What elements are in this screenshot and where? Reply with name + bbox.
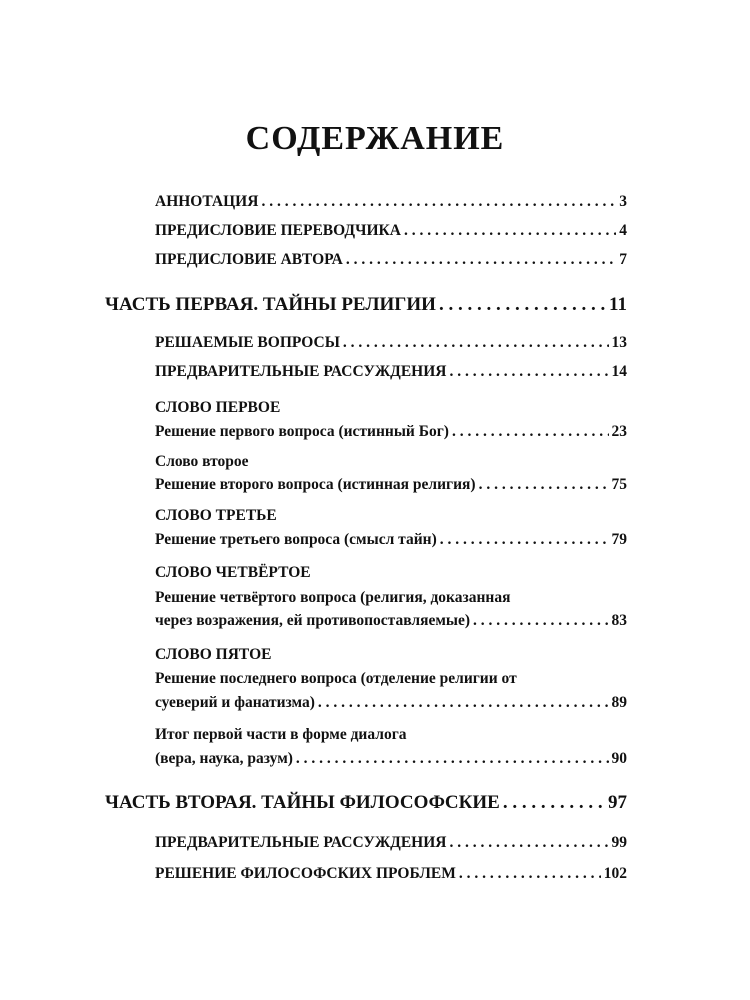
leader-dots xyxy=(343,334,609,352)
toc-entry-word-2[interactable] xyxy=(155,476,627,494)
toc-entry-author-preface[interactable] xyxy=(155,251,627,269)
toc-page-number: 13 xyxy=(611,334,627,351)
toc-entry-preliminary-2[interactable] xyxy=(155,834,627,852)
leader-dots xyxy=(459,865,601,883)
leader-dots xyxy=(452,423,609,441)
toc-section-heading: СЛОВО ТРЕТЬЕ xyxy=(155,507,277,524)
toc-page-number: 23 xyxy=(611,423,627,440)
leader-dots xyxy=(473,612,608,630)
leader-dots xyxy=(449,363,608,381)
toc-page-number: 75 xyxy=(611,476,627,493)
toc-entry-word-3[interactable] xyxy=(155,531,627,549)
toc-section-heading: СЛОВО ПЯТОЕ xyxy=(155,646,272,663)
leader-dots xyxy=(440,531,609,549)
toc-entry-text: через возражения, ей противопоставляемые) xyxy=(155,612,471,629)
leader-dots xyxy=(261,193,616,211)
toc-entry-text: ПРЕДВАРИТЕЛЬНЫЕ РАССУЖДЕНИЯ xyxy=(155,363,447,380)
toc-page-number: 97 xyxy=(608,792,627,813)
page-title: СОДЕРЖАНИЕ xyxy=(245,120,505,157)
toc-page-number: 99 xyxy=(611,834,627,851)
toc-entry-line: Решение последнего вопроса (отделение религии от xyxy=(155,670,517,687)
toc-entry-text: ПРЕДВАРИТЕЛЬНЫЕ РАССУЖДЕНИЯ xyxy=(155,834,447,851)
toc-entry-text: ЧАСТЬ ВТОРАЯ. ТАЙНЫ ФИЛОСОФСКИЕ xyxy=(105,792,500,813)
toc-page-number: 102 xyxy=(603,865,627,882)
leader-dots xyxy=(346,251,616,269)
toc-entry-text: ПРЕДИСЛОВИЕ ПЕРЕВОДЧИКА xyxy=(155,222,401,239)
toc-page-number: 79 xyxy=(611,531,627,548)
toc-entry-text: Решение первого вопроса (истинный Бог) xyxy=(155,423,449,440)
toc-entry-line: Решение четвёртого вопроса (религия, доказанная xyxy=(155,589,511,606)
toc-entry-text: ЧАСТЬ ПЕРВАЯ. ТАЙНЫ РЕЛИГИИ xyxy=(105,294,436,315)
toc-entry-preliminary-1[interactable] xyxy=(155,363,627,381)
toc-entry-word-4[interactable] xyxy=(155,612,627,630)
leader-dots xyxy=(449,834,608,852)
toc-entry-text: Решение второго вопроса (истинная религия) xyxy=(155,476,476,493)
toc-page-number: 89 xyxy=(611,694,627,711)
toc-entry-text: (вера, наука, разум) xyxy=(155,750,293,767)
toc-entry-questions[interactable] xyxy=(155,334,627,352)
toc-section-heading: СЛОВО ЧЕТВЁРТОЕ xyxy=(155,564,311,581)
toc-entry-text: суеверий и фанатизма) xyxy=(155,694,315,711)
leader-dots xyxy=(439,294,606,316)
toc-entry-translator-preface[interactable] xyxy=(155,222,627,240)
toc-page-number: 7 xyxy=(619,251,627,268)
toc-entry-text: Решение третьего вопроса (смысл тайн) xyxy=(155,531,437,548)
toc-page-number: 11 xyxy=(609,294,627,315)
toc-entry-text: РЕШАЕМЫЕ ВОПРОСЫ xyxy=(155,334,340,351)
toc-entry-line: Итог первой части в форме диалога xyxy=(155,726,407,743)
toc-section-heading: СЛОВО ПЕРВОЕ xyxy=(155,399,281,416)
leader-dots xyxy=(318,694,609,712)
leader-dots xyxy=(479,476,609,494)
leader-dots xyxy=(404,222,616,240)
toc-part-one[interactable] xyxy=(105,294,627,316)
leader-dots xyxy=(503,792,605,814)
toc-entry-text: ПРЕДИСЛОВИЕ АВТОРА xyxy=(155,251,343,268)
toc-page-number: 83 xyxy=(611,612,627,629)
toc-page-number: 14 xyxy=(611,363,627,380)
toc-entry-word-1[interactable] xyxy=(155,423,627,441)
toc-page-number: 4 xyxy=(619,222,627,239)
toc-entry-text: РЕШЕНИЕ ФИЛОСОФСКИХ ПРОБЛЕМ xyxy=(155,865,456,882)
toc-entry-annotation[interactable] xyxy=(155,193,627,211)
toc-entry-summary[interactable] xyxy=(155,750,627,768)
toc-section-heading: Слово второе xyxy=(155,453,249,470)
toc-entry-text: АННОТАЦИЯ xyxy=(155,193,259,210)
toc-part-two[interactable] xyxy=(105,792,627,814)
toc-page-number: 90 xyxy=(611,750,627,767)
toc-page-number: 3 xyxy=(619,193,627,210)
leader-dots xyxy=(296,750,609,768)
toc-entry-word-5[interactable] xyxy=(155,694,627,712)
toc-entry-philosophical-problems[interactable] xyxy=(155,865,627,883)
